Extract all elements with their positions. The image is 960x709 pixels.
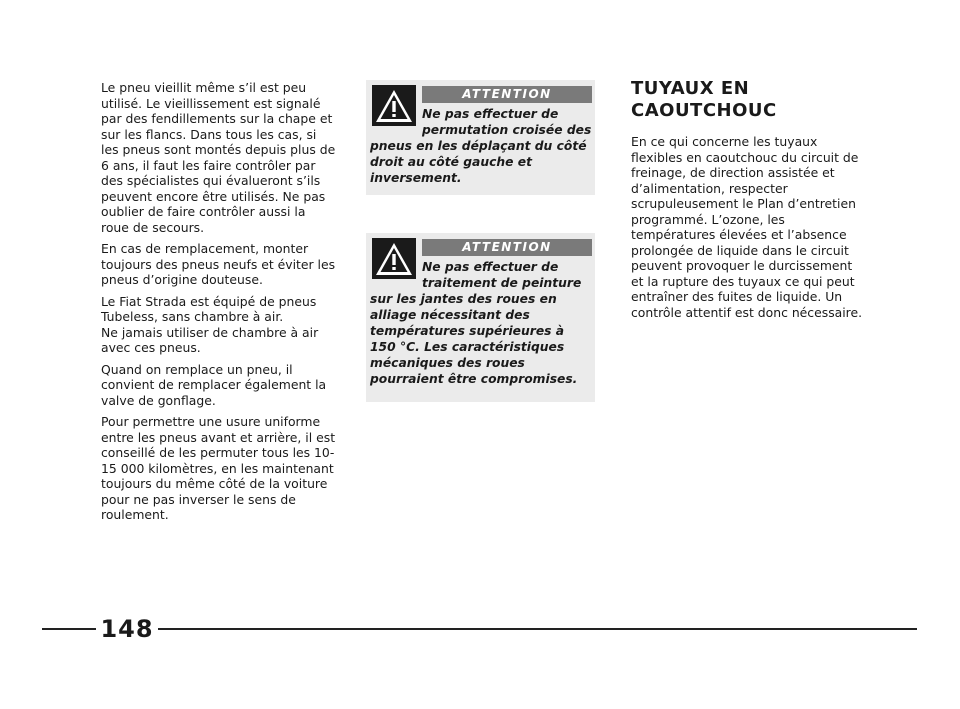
inner-tube-line: Ne jamais utiliser de chambre à air avec ces pneus. xyxy=(101,324,319,355)
paragraph-hoses: En ce qui concerne les tuyaux flexibles en caoutchouc du circuit de freinage, de direction assistée et d’alimentation, respecter scrupuleusement le Plan d’entretien programmé. L’ozone, les températures élevées et l’absence prolongée de liquide dans le circuit peuvent provoquer le durcissement et la rupture des tuyaux ce qui peut entraîner des fuites de liquide. Un contrôle attentif est donc nécessaire. xyxy=(631,134,863,320)
warning-text: Ne pas effectuer de traitement de peinture sur les jantes des roues en alliage nécessitant des températures supérieures à 150 °C. Les caractéristiques mécaniques des roues pourraient être compromises. xyxy=(370,260,582,386)
paragraph-rotation: Pour permettre une usure uniforme entre les pneus avant et arrière, il est conseillé de les permuter tous les 10-15 000 kilomètres, en les maintenant toujours du même côté de la voiture pour ne pas inverser le sens de roulement. xyxy=(101,414,336,522)
warning-box-rotation xyxy=(366,80,595,195)
section-heading: TUYAUX EN CAOUTCHOUC xyxy=(631,78,777,121)
paragraph-replacement: En cas de remplacement, monter toujours des pneus neufs et éviter les pneus d’origine douteuse. xyxy=(101,241,336,287)
warning-box-paint xyxy=(366,233,595,402)
paragraph-aging: Le pneu vieillit même s’il est peu utilisé. Le vieillissement est signalé par des fendillements sur la chape et sur les flancs. Dans tous les cas, si les pneus sont montés depuis plus de 6 ans, il faut les faire contrôler par des spécialistes qui évalueront s’ils peuvent encore être utilisés. Ne pas oublier de faire contrôler aussi la roue de secours. xyxy=(101,80,336,235)
paragraph-tubeless xyxy=(101,294,336,356)
tubeless-line: Le Fiat Strada est équipé de pneus Tubeless, sans chambre à air. xyxy=(101,293,317,324)
page-number: 148 xyxy=(100,615,154,643)
warning-text: Ne pas effectuer de permutation croisée des pneus en les déplaçant du côté droit au côté gauche et inversement. xyxy=(370,107,592,185)
paragraph-valve: Quand on remplace un pneu, il convient de remplacer également la valve de gonflage. xyxy=(101,361,327,408)
attention-label: ATTENTION xyxy=(422,86,592,103)
left-column xyxy=(101,80,336,529)
attention-label: ATTENTION xyxy=(422,239,592,256)
footer-rule-right xyxy=(158,628,917,630)
right-column xyxy=(631,78,866,320)
footer-rule-left xyxy=(42,628,96,630)
